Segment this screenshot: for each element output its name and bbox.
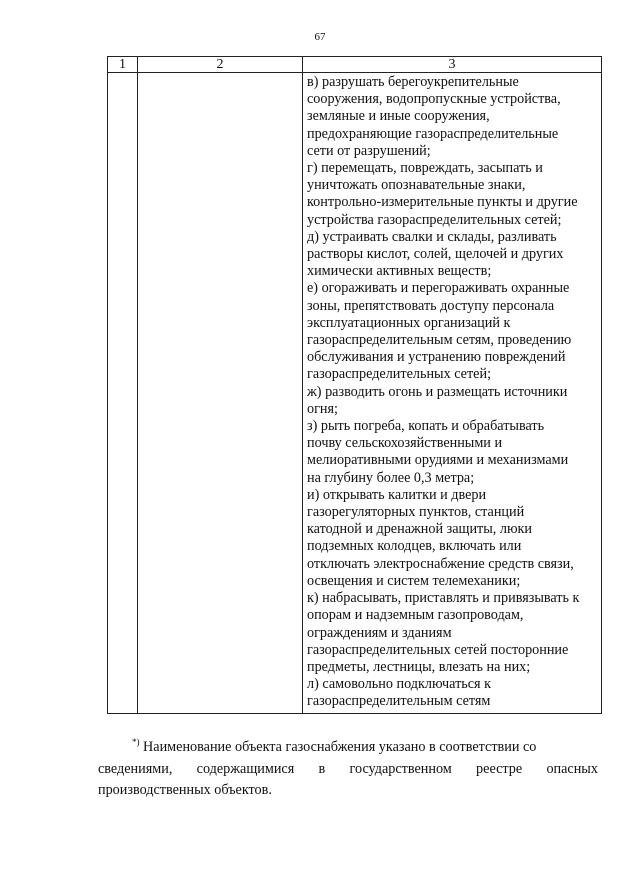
- column-header-2: 2: [138, 57, 303, 73]
- text-line: и) открывать калитки и двери: [307, 486, 487, 503]
- footnote: [98, 737, 598, 802]
- text-line: газораспределительных сетей;: [307, 366, 492, 383]
- text-line: предохраняющие газораспределительные: [307, 125, 559, 142]
- table-row: [108, 73, 602, 714]
- text-line: земляные и иные сооружения,: [307, 108, 490, 125]
- text-line: л) самовольно подключаться к: [307, 676, 492, 693]
- text-line: на глубину более 0,3 метра;: [307, 469, 475, 486]
- text-line: уничтожать опознавательные знаки,: [307, 177, 526, 194]
- text-line: газораспределительным сетям: [307, 693, 491, 710]
- text-line: е) огораживать и перегораживать охранные: [307, 280, 570, 297]
- text-line: газораспределительным сетям, проведению: [307, 332, 572, 349]
- cell-col2: [138, 73, 303, 714]
- footnote-line-3: производственных объектов.: [98, 782, 272, 798]
- text-line: з) рыть погреба, копать и обрабатывать: [307, 418, 545, 435]
- text-line: в) разрушать берегоукрепительные: [307, 74, 519, 90]
- text-line: мелиоративными орудиями и механизмами: [307, 452, 569, 469]
- footnote-line-1-text: Наименование объекта газоснабжения указано в соответствии со: [143, 739, 537, 755]
- text-line: катодной и дренажной защиты, люки: [307, 521, 533, 538]
- footnote-word: реестре: [476, 760, 523, 777]
- text-line: ж) разводить огонь и размещать источники: [307, 383, 568, 400]
- text-line: устройства газораспределительных сетей;: [307, 211, 562, 228]
- text-line: газорегуляторных пунктов, станций: [307, 504, 525, 521]
- footnote-word: опасных: [546, 760, 598, 777]
- footnote-word: сведениями,: [98, 760, 173, 777]
- text-line: сети от разрушений;: [307, 142, 431, 159]
- footnote-word: содержащимися: [196, 760, 295, 777]
- column-header-1: 1: [108, 57, 138, 73]
- prohibited-actions-text: [303, 73, 601, 713]
- text-line: сооружения, водопропускные устройства,: [307, 91, 561, 108]
- text-line: д) устраивать свалки и склады, разливать: [307, 228, 557, 245]
- footnote-line-1: [98, 737, 598, 759]
- text-line: отключать электроснабжение средств связи,: [307, 555, 574, 572]
- text-line: предметы, лестницы, влезать на них;: [307, 658, 531, 675]
- text-line: к) набрасывать, приставлять и привязывать к: [307, 590, 580, 607]
- table-header-row: [108, 57, 602, 73]
- text-line: ограждениям и зданиям: [307, 624, 452, 641]
- page-number: 67: [314, 31, 326, 43]
- text-line: опорам и надземным газопроводам,: [307, 607, 524, 624]
- requirements-table: [107, 56, 602, 714]
- text-line: почву сельскохозяйственными и: [307, 435, 503, 452]
- text-line: эксплуатационных организаций к: [307, 314, 511, 331]
- footnote-marker: *): [132, 737, 140, 747]
- text-line: освещения и систем телемеханики;: [307, 572, 521, 589]
- cell-col1: [108, 73, 138, 714]
- text-line: обслуживания и устранению повреждений: [307, 349, 566, 366]
- text-line: подземных колодцев, включать или: [307, 538, 522, 555]
- text-line: химически активных веществ;: [307, 263, 492, 280]
- cell-col3: [303, 73, 602, 714]
- text-line: контрольно-измерительные пункты и другие: [307, 194, 578, 211]
- footnote-line-2: [98, 759, 598, 781]
- text-line: г) перемещать, повреждать, засыпать и: [307, 160, 543, 177]
- footnote-word: государственном: [349, 760, 452, 777]
- text-line: зоны, препятствовать доступу персонала: [307, 297, 555, 314]
- text-line: огня;: [307, 400, 338, 417]
- footnote-word: в: [318, 760, 326, 777]
- text-line: газораспределительных сетей посторонние: [307, 641, 569, 658]
- column-header-3: 3: [303, 57, 602, 73]
- text-line: растворы кислот, солей, щелочей и других: [307, 246, 564, 263]
